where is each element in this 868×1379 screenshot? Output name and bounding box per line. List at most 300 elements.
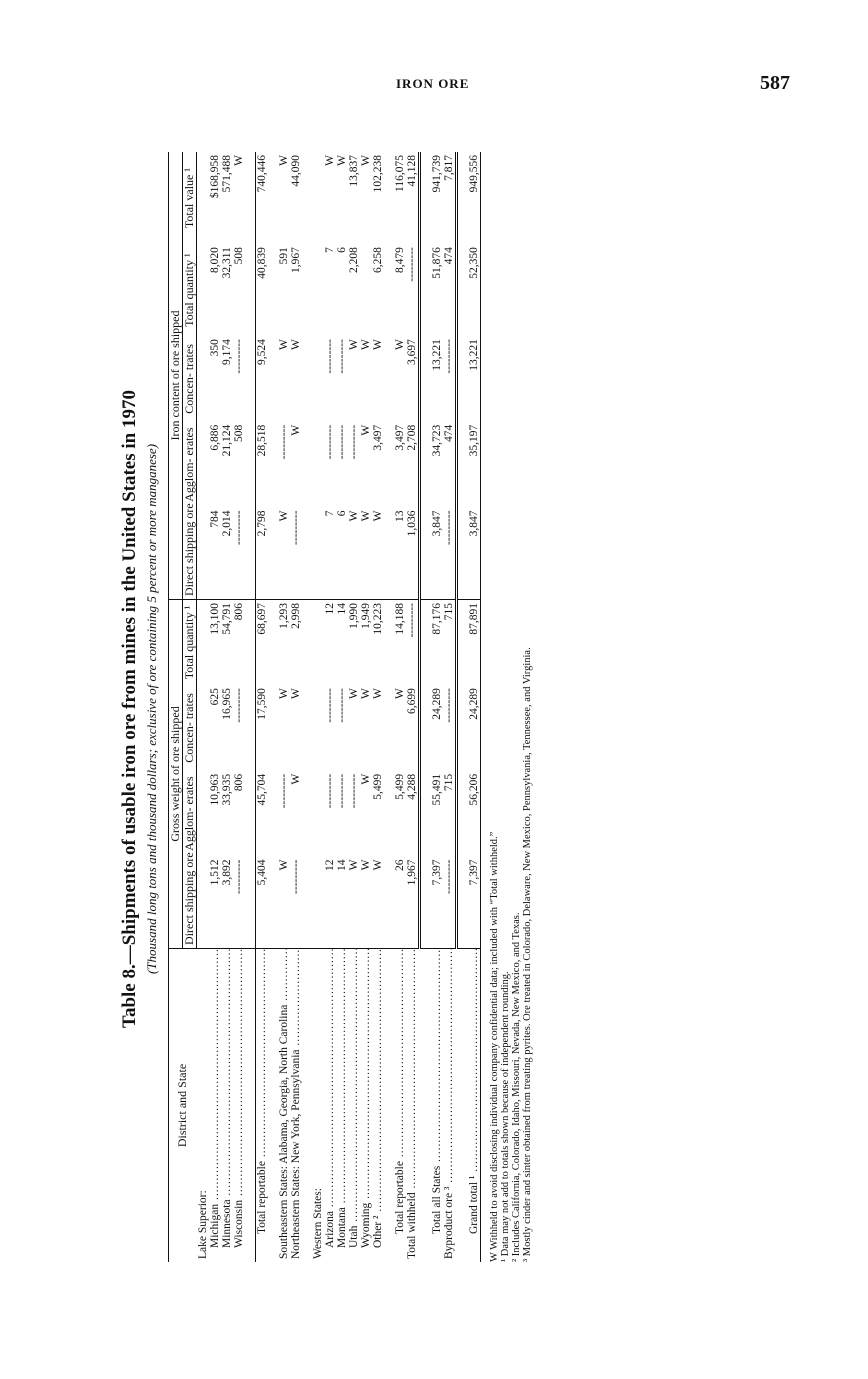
table-row [360,152,372,1262]
table-cell: 625 [208,688,221,706]
table-cell: 12 [324,599,336,685]
table-cell: 35,197 [468,422,481,508]
table-cell: 24,289 [468,685,481,771]
row-label [336,948,348,1262]
table-cell: W [335,155,348,166]
table-cell: --------- [335,339,348,374]
table-cell: 3,497 [371,424,384,451]
table-row [290,152,302,1262]
table-cell [268,152,278,244]
table-cell: 571,488 [220,155,233,193]
row-label [278,948,290,1262]
row-label [302,948,312,1262]
table-cell: 41,128 [406,152,420,244]
rotated-table-block [118,128,600,1290]
table-cell [197,244,209,336]
table-cell [268,857,278,949]
table-cell: 1,967 [406,857,420,949]
table-cell: 1,036 [406,507,420,599]
column-header: Total value ¹ [183,152,197,244]
table-cell: 8,020 [208,247,221,273]
table-row [324,152,336,1262]
table-cell: 13,221 [430,339,443,371]
footnote: ² Includes California, Colorado, Idaho, Missouri, Nevada, New Mexico, and Texas. [510,912,522,1262]
table-cell: 68,697 [255,599,268,685]
table-cell: 32,311 [220,247,233,279]
column-header: Total quantity ¹ [183,599,197,685]
row-label [394,948,406,1262]
row-label-text: Total reportable ..... [394,948,406,1234]
table-cell: W [371,859,384,871]
table-row [372,152,384,1262]
table-cell: 51,876 [430,247,443,279]
table-cell: 52,350 [468,244,481,336]
row-label-text: Southeastern States: Alabama, Georgia, North Carolina ..... [278,948,290,1259]
table-cell [456,422,468,508]
spacer-row [419,152,431,1262]
table-cell [245,152,256,244]
table-cell [384,422,394,508]
table-row [197,152,209,1262]
table-cell: 6 [335,247,348,253]
table-cell: W [323,155,336,166]
table-cell: --------- [443,685,457,771]
table-cell [245,336,256,422]
table-cell [312,422,324,508]
table-cell: 6 [335,510,348,517]
table-cell [268,507,278,599]
table-cell [245,422,256,508]
table-cell: $168,958 [208,155,221,199]
table-cell: W [359,510,372,522]
table-row [312,152,324,1262]
table-cell: --------- [335,773,348,809]
table-cell: 14,188 [394,599,406,685]
table-cell: W [371,688,384,699]
row-label-text: Total all States ..... [431,948,443,1234]
row-label [406,948,420,1262]
table-cell: --------- [406,244,420,336]
row-label-text: Western States: [311,1188,324,1259]
table-cell: 941,739 [430,155,443,193]
row-label [419,948,431,1262]
row-label-text: Minnesota ..... [221,948,233,1248]
table-cell: 44,090 [289,155,302,187]
table-row [209,152,221,1262]
group-header-gross: Gross weight of ore shipped [169,599,183,948]
row-label [456,948,468,1262]
spacer-row [456,152,468,1262]
table-cell [302,771,312,857]
table-cell: W [289,773,302,785]
table-cell: 5,499 [393,773,406,800]
table-cell [268,336,278,422]
table-cell [197,336,209,422]
table-row [278,152,290,1262]
table-cell: --------- [232,859,245,894]
table-cell: --------- [347,424,360,460]
table-cell: W [289,339,302,350]
table-cell [245,685,256,771]
table-cell [419,152,431,244]
table-cell: 740,446 [255,152,268,244]
table-cell: 56,206 [468,771,481,857]
row-label [290,948,302,1262]
table-cell: --------- [232,339,245,374]
column-header: Concen- trates [183,685,197,771]
row-label [431,948,443,1262]
footnote: W Withheld to avoid disclosing individual company confidential data; included with “Total withheld.” [488,831,500,1262]
row-label-text: Total reportable ..... [256,948,268,1234]
table-cell: 3,892 [220,859,233,886]
table-cell: W [277,859,290,871]
table-cell: 13,221 [468,336,481,422]
table-cell: 55,491 [430,773,443,806]
table-cell: 7,397 [468,857,481,949]
row-label [245,948,256,1262]
table-cell: 7 [323,247,336,253]
table-cell: 87,176 [431,599,443,685]
table-cell [197,152,209,244]
table-cell: 28,518 [255,422,268,508]
column-header: Concen- trates [183,336,197,422]
table-cell: 508 [232,424,245,443]
table-cell [384,507,394,599]
table-cell: 5,499 [371,773,384,800]
row-label [255,948,268,1262]
table-cell: --------- [335,688,348,723]
table-cell: --------- [323,424,336,460]
table-cell [197,422,209,508]
table-cell [456,599,468,685]
table-cell: 3,847 [430,510,443,537]
table-cell: 17,590 [255,685,268,771]
row-label [209,948,221,1262]
table-cell [456,244,468,336]
table-cell: W [289,688,302,699]
footnotes [489,128,533,1262]
footnote: ¹ Data may not add to totals shown because of independent rounding. [499,971,511,1262]
table-row [348,152,360,1262]
table-cell [456,771,468,857]
table-cell: --------- [277,773,290,809]
table-cell: W [393,688,406,699]
running-head: IRON ORE [396,76,470,91]
table-cell [302,422,312,508]
table-cell: 2,708 [406,422,420,508]
table-cell [384,685,394,771]
table-cell: 715 [443,771,457,857]
table-row [406,152,420,1262]
row-label-text: Arizona ..... [324,948,336,1248]
table-title: Table 8.—Shipments of usable iron ore from mines in the United States in 1970 [119,390,140,1028]
table-cell: 3,847 [468,507,481,599]
table-cell: 949,556 [468,152,481,244]
table-cell: 12 [323,859,336,871]
table-cell: 474 [443,244,457,336]
row-label [372,948,384,1262]
table-cell [302,507,312,599]
table-cell: 3,697 [406,336,420,422]
table-subtitle: (Thousand long tons and thousand dollars; exclusive of ore containing 5 percent or more manganese) [144,443,159,975]
table-cell: 1,512 [208,859,221,886]
footnote: ³ Mostly cinder and sinter obtained from treating pyrites. Ore treated in Colorado, Delaware, New Mexico, Pennsylvania, Tennessee, and Virginia. [521,647,533,1262]
table-cell: 24,289 [430,688,443,720]
table-cell [384,599,394,685]
table-cell: W [289,424,302,436]
table-cell: W [277,155,290,166]
table-cell [302,152,312,244]
row-label [324,948,336,1262]
spacer-row [245,152,256,1262]
table-cell [384,152,394,244]
table-cell [268,771,278,857]
table-cell [312,857,324,949]
row-label [443,948,457,1262]
table-cell: 1,949 [360,599,372,685]
table-cell: 40,839 [255,244,268,336]
table-cell: 13 [393,510,406,522]
table-row [443,152,457,1262]
table-cell [360,244,372,336]
table-cell [302,685,312,771]
table-row [468,152,481,1262]
table-cell: W [359,424,372,436]
table-row [336,152,348,1262]
table-cell [419,771,431,857]
table-cell: 13,100 [209,599,221,685]
table-cell: --------- [347,773,360,809]
table-row [221,152,233,1262]
table-cell: --------- [406,599,420,685]
table-cell: 2,014 [220,510,233,537]
table-cell: 26 [393,859,406,871]
table-cell: 806 [232,773,245,792]
table-cell: W [359,339,372,350]
table-cell [197,685,209,771]
table-body [197,152,481,1262]
table-cell: 7,817 [443,152,457,244]
row-label-text: Wisconsin ..... [233,948,245,1248]
table-cell: W [277,510,290,522]
table-cell: --------- [323,339,336,374]
table-cell: W [371,339,384,350]
table-cell: 54,791 [221,599,233,685]
table-cell [384,771,394,857]
table-cell [245,599,256,685]
table-cell: 21,124 [220,424,233,457]
table-cell: W [393,339,406,350]
table-cell [419,857,431,949]
table-cell: W [232,155,245,166]
table-cell [419,244,431,336]
row-label-text: Utah ..... [348,948,360,1248]
table-cell [302,244,312,336]
table-cell [312,507,324,599]
table-cell [197,771,209,857]
table-cell [302,599,312,685]
table-cell: 9,174 [220,339,233,365]
column-header: Direct shipping ore [183,857,197,949]
table-cell [384,857,394,949]
shipments-table [168,152,481,1262]
table-cell: W [347,859,360,871]
table-cell [384,244,394,336]
table-row [233,152,245,1262]
table-row [394,152,406,1262]
stub-header: District and State [169,948,197,1262]
table-cell [312,599,324,685]
row-label [233,948,245,1262]
table-cell: --------- [289,859,302,894]
table-cell: 13,837 [347,155,360,187]
table-cell [456,507,468,599]
table-cell [312,152,324,244]
table-cell: --------- [277,424,290,460]
table-cell: --------- [232,688,245,723]
row-label-text: Total withheld ..... [406,948,418,1259]
table-cell: 45,704 [255,771,268,857]
table-cell [302,336,312,422]
table-cell: 6,699 [406,685,420,771]
table-cell: W [371,510,384,522]
table-cell: W [359,773,372,785]
row-label-text: Montana ..... [336,948,348,1248]
table-cell [245,771,256,857]
table-cell: 6,258 [371,247,384,273]
table-cell: --------- [443,507,457,599]
table-cell: 1,293 [278,599,290,685]
table-cell [456,685,468,771]
page-number: 587 [760,72,790,94]
table-cell [312,336,324,422]
table-cell: 33,935 [220,773,233,806]
spacer-row [384,152,394,1262]
table-cell [197,857,209,949]
table-cell: 116,075 [393,155,406,192]
table-cell [419,507,431,599]
table-cell: W [277,688,290,699]
table-cell: --------- [323,773,336,809]
table-cell: W [347,688,360,699]
table-cell: --------- [289,510,302,545]
table-cell [245,857,256,949]
table-cell [268,422,278,508]
column-header: Agglom- erates [183,771,197,857]
table-cell [384,336,394,422]
table-row [255,152,268,1262]
table-cell: 7,397 [430,859,443,886]
table-cell: --------- [232,510,245,545]
table-cell: 806 [233,599,245,685]
table-cell: 7 [323,510,336,517]
table-cell: 87,891 [468,599,481,685]
row-label [384,948,394,1262]
row-label [268,948,278,1262]
table-cell: W [347,339,360,350]
table-cell [268,685,278,771]
row-label-text: Byproduct ore ³ ..... [443,948,455,1259]
row-label-text: Michigan ..... [209,948,221,1248]
table-cell: 6,886 [208,424,221,451]
table-cell: W [359,155,372,166]
row-label [312,948,324,1262]
table-cell: 10,963 [208,773,221,806]
table-cell: 14 [336,599,348,685]
table-cell: 784 [208,510,221,528]
table-cell [268,244,278,336]
table-cell: --------- [323,688,336,723]
table-cell: 34,723 [430,424,443,457]
table-cell [456,336,468,422]
table-cell: 10,223 [372,599,384,685]
table-cell [312,685,324,771]
table-cell [419,599,431,685]
table-cell: 350 [208,339,221,357]
table-cell: W [277,339,290,350]
column-header: Agglom- erates [183,422,197,508]
table-cell: 102,238 [371,155,384,193]
column-header: Direct shipping ore [183,507,197,599]
table-cell: 1,967 [289,247,302,273]
table-cell [245,244,256,336]
row-label [348,948,360,1262]
row-label [360,948,372,1262]
table-cell [419,336,431,422]
row-label [468,948,481,1262]
row-label-text: Wyoming ..... [360,948,372,1248]
row-label-text: Lake Superior: [196,1190,209,1259]
table-cell: 5,404 [255,857,268,949]
table-cell: 715 [443,599,457,685]
table-cell: 9,524 [255,336,268,422]
column-header: Total quantity ¹ [183,244,197,336]
table-cell: 14 [335,859,348,871]
table-cell [419,422,431,508]
table-cell [312,771,324,857]
table-cell [456,152,468,244]
table-cell [302,857,312,949]
table-cell [197,507,209,599]
row-label-text: Northeastern States: New York, Pennsylvania ..... [290,948,302,1259]
table-cell [419,685,431,771]
table-cell: 474 [443,422,457,508]
group-header-iron: Iron content of ore shipped [169,152,183,599]
table-cell: --------- [335,424,348,460]
table-cell: --------- [443,857,457,949]
spacer-row [302,152,312,1262]
table-cell: W [347,510,360,522]
table-cell [456,857,468,949]
table-cell: W [359,688,372,699]
table-cell [312,244,324,336]
table-cell: 2,208 [347,247,360,273]
table-cell: 4,288 [406,771,420,857]
table-cell: 1,990 [348,599,360,685]
table-cell: 8,479 [393,247,406,273]
row-label-text: Grand total ¹ ..... [468,948,480,1234]
row-label-text: Other ² ..... [372,948,384,1248]
table-cell: 2,798 [255,507,268,599]
table-cell: 2,998 [290,599,302,685]
table-cell [268,599,278,685]
table-cell [245,507,256,599]
table-cell: 16,965 [220,688,233,720]
table-cell [197,599,209,685]
spacer-row [268,152,278,1262]
row-label [197,948,209,1262]
table-row [431,152,443,1262]
